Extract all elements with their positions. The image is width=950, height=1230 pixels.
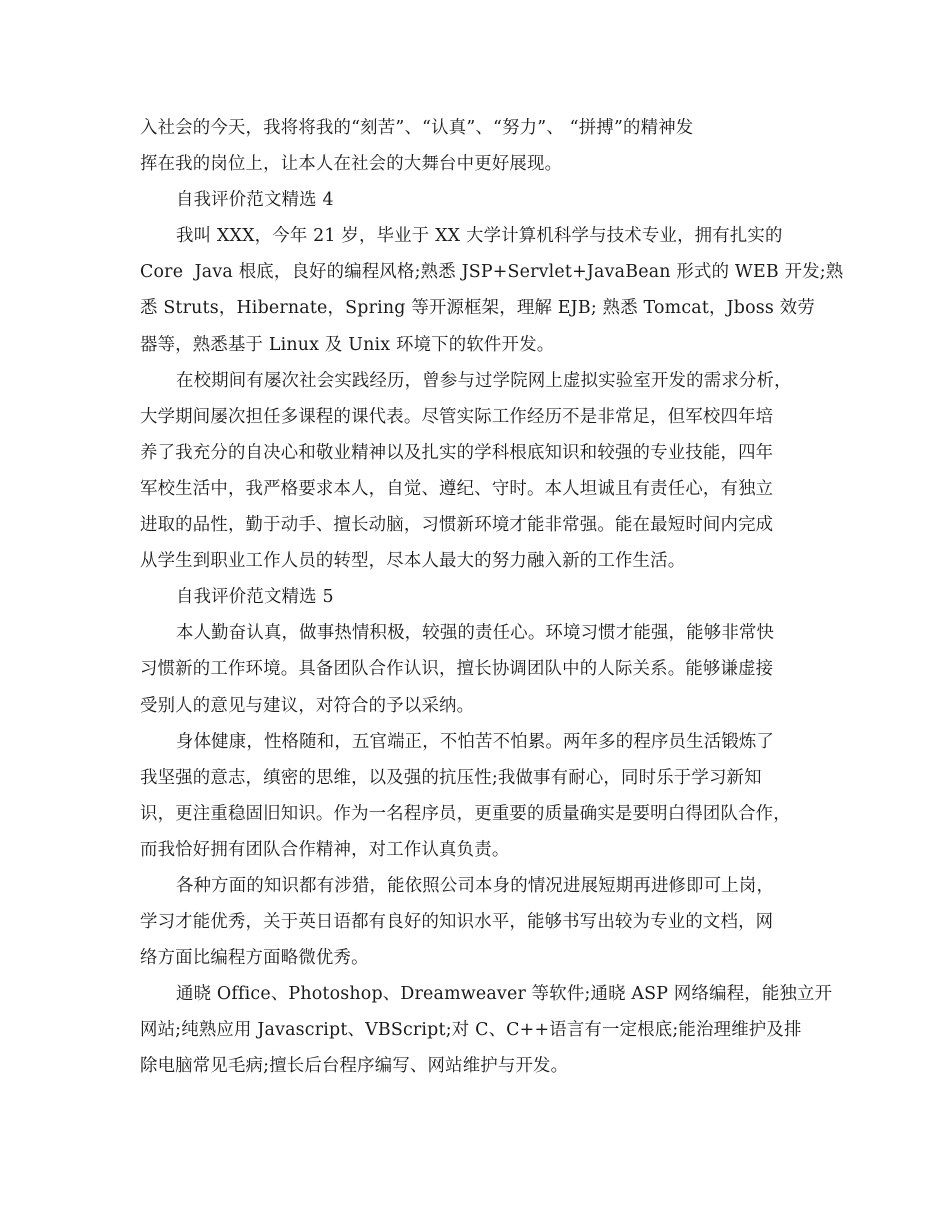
text-line: 入社会的今天，我将将我的“刻苦”、“认真”、“努力”、 “拼搏”的精神发 xyxy=(140,118,694,138)
text-line: 悉 Struts，Hibernate，Spring 等开源框架，理解 EJB; 熟悉 Tomcat，Jboss 效劳 xyxy=(140,298,815,319)
text-line: 除电脑常见毛病;擅长后台程序编写、网站维护与开发。 xyxy=(140,1056,569,1077)
text-line: 我坚强的意志，缜密的思维，以及强的抗压性;我做事有耐心，同时乐于学习新知 xyxy=(140,767,762,788)
paragraph-first-line: 通晓 Office、Photoshop、Dreamweaver 等软件;通晓 ASP 网络编程，能独立开 xyxy=(176,984,833,1005)
paragraph-first-line: 身体健康，性格随和，五官端正，不怕苦不怕累。两年多的程序员生活锻炼了 xyxy=(176,731,775,752)
text-line: 器等，熟悉基于 Linux 及 Unix 环境下的软件开发。 xyxy=(140,334,555,355)
document-body xyxy=(140,110,844,1085)
text-line: 学习才能优秀，关于英日语都有良好的知识水平，能够书写出较为专业的文档，网 xyxy=(140,912,774,933)
paragraph-first-line: 本人勤奋认真，做事热情积极，较强的责任心。环境习惯才能强，能够非常快 xyxy=(176,623,775,644)
text-line: 网站;纯熟应用 Javascript、VBScript;对 C、C++语言有一定根底;能治理维护及排 xyxy=(140,1020,802,1041)
text-line: 养了我充分的自决心和敬业精神以及扎实的学科根底知识和较强的专业技能，四年 xyxy=(140,442,774,463)
text-line: 挥在我的岗位上，让本人在社会的大舞台中更好展现。 xyxy=(140,154,563,175)
text-line: 进取的品性，勤于动手、擅长动脑，习惯新环境才能非常强。能在最短时间内完成 xyxy=(140,515,774,536)
text-line: Core Java 根底，良好的编程风格;熟悉 JSP+Servlet+JavaBean 形式的 WEB 开发;熟 xyxy=(140,262,844,283)
text-line: 络方面比编程方面略微优秀。 xyxy=(140,948,369,969)
text-line: 而我恰好拥有团队合作精神，对工作认真负责。 xyxy=(140,839,510,860)
paragraph-first-line: 各种方面的知识都有涉猎，能依照公司本身的情况进展短期再进修即可上岗， xyxy=(176,875,775,896)
text-line: 习惯新的工作环境。具备团队合作认识，擅长协调团队中的人际关系。能够谦虚接 xyxy=(140,659,774,680)
paragraph-first-line: 自我评价范文精选 5 xyxy=(176,587,334,608)
paragraph-first-line: 我叫 XXX，今年 21 岁，毕业于 XX 大学计算机科学与技术专业，拥有扎实的 xyxy=(176,226,783,247)
text-line: 大学期间屡次担任多课程的课代表。尽管实际工作经历不是非常足，但军校四年培 xyxy=(140,406,774,427)
text-line: 军校生活中，我严格要求本人，自觉、遵纪、守时。本人坦诚且有责任心，有独立 xyxy=(140,478,774,499)
text-line: 受别人的意见与建议，对符合的予以采纳。 xyxy=(140,695,475,716)
text-line: 从学生到职业工作人员的转型，尽本人最大的努力融入新的工作生活。 xyxy=(140,551,686,572)
text-line: 识，更注重稳固旧知识。作为一名程序员，更重要的质量确实是要明白得团队合作， xyxy=(140,803,791,824)
paragraph-first-line: 自我评价范文精选 4 xyxy=(176,190,334,211)
paragraph-first-line: 在校期间有屡次社会实践经历，曾参与过学院网上虚拟实验室开发的需求分析， xyxy=(176,370,792,391)
